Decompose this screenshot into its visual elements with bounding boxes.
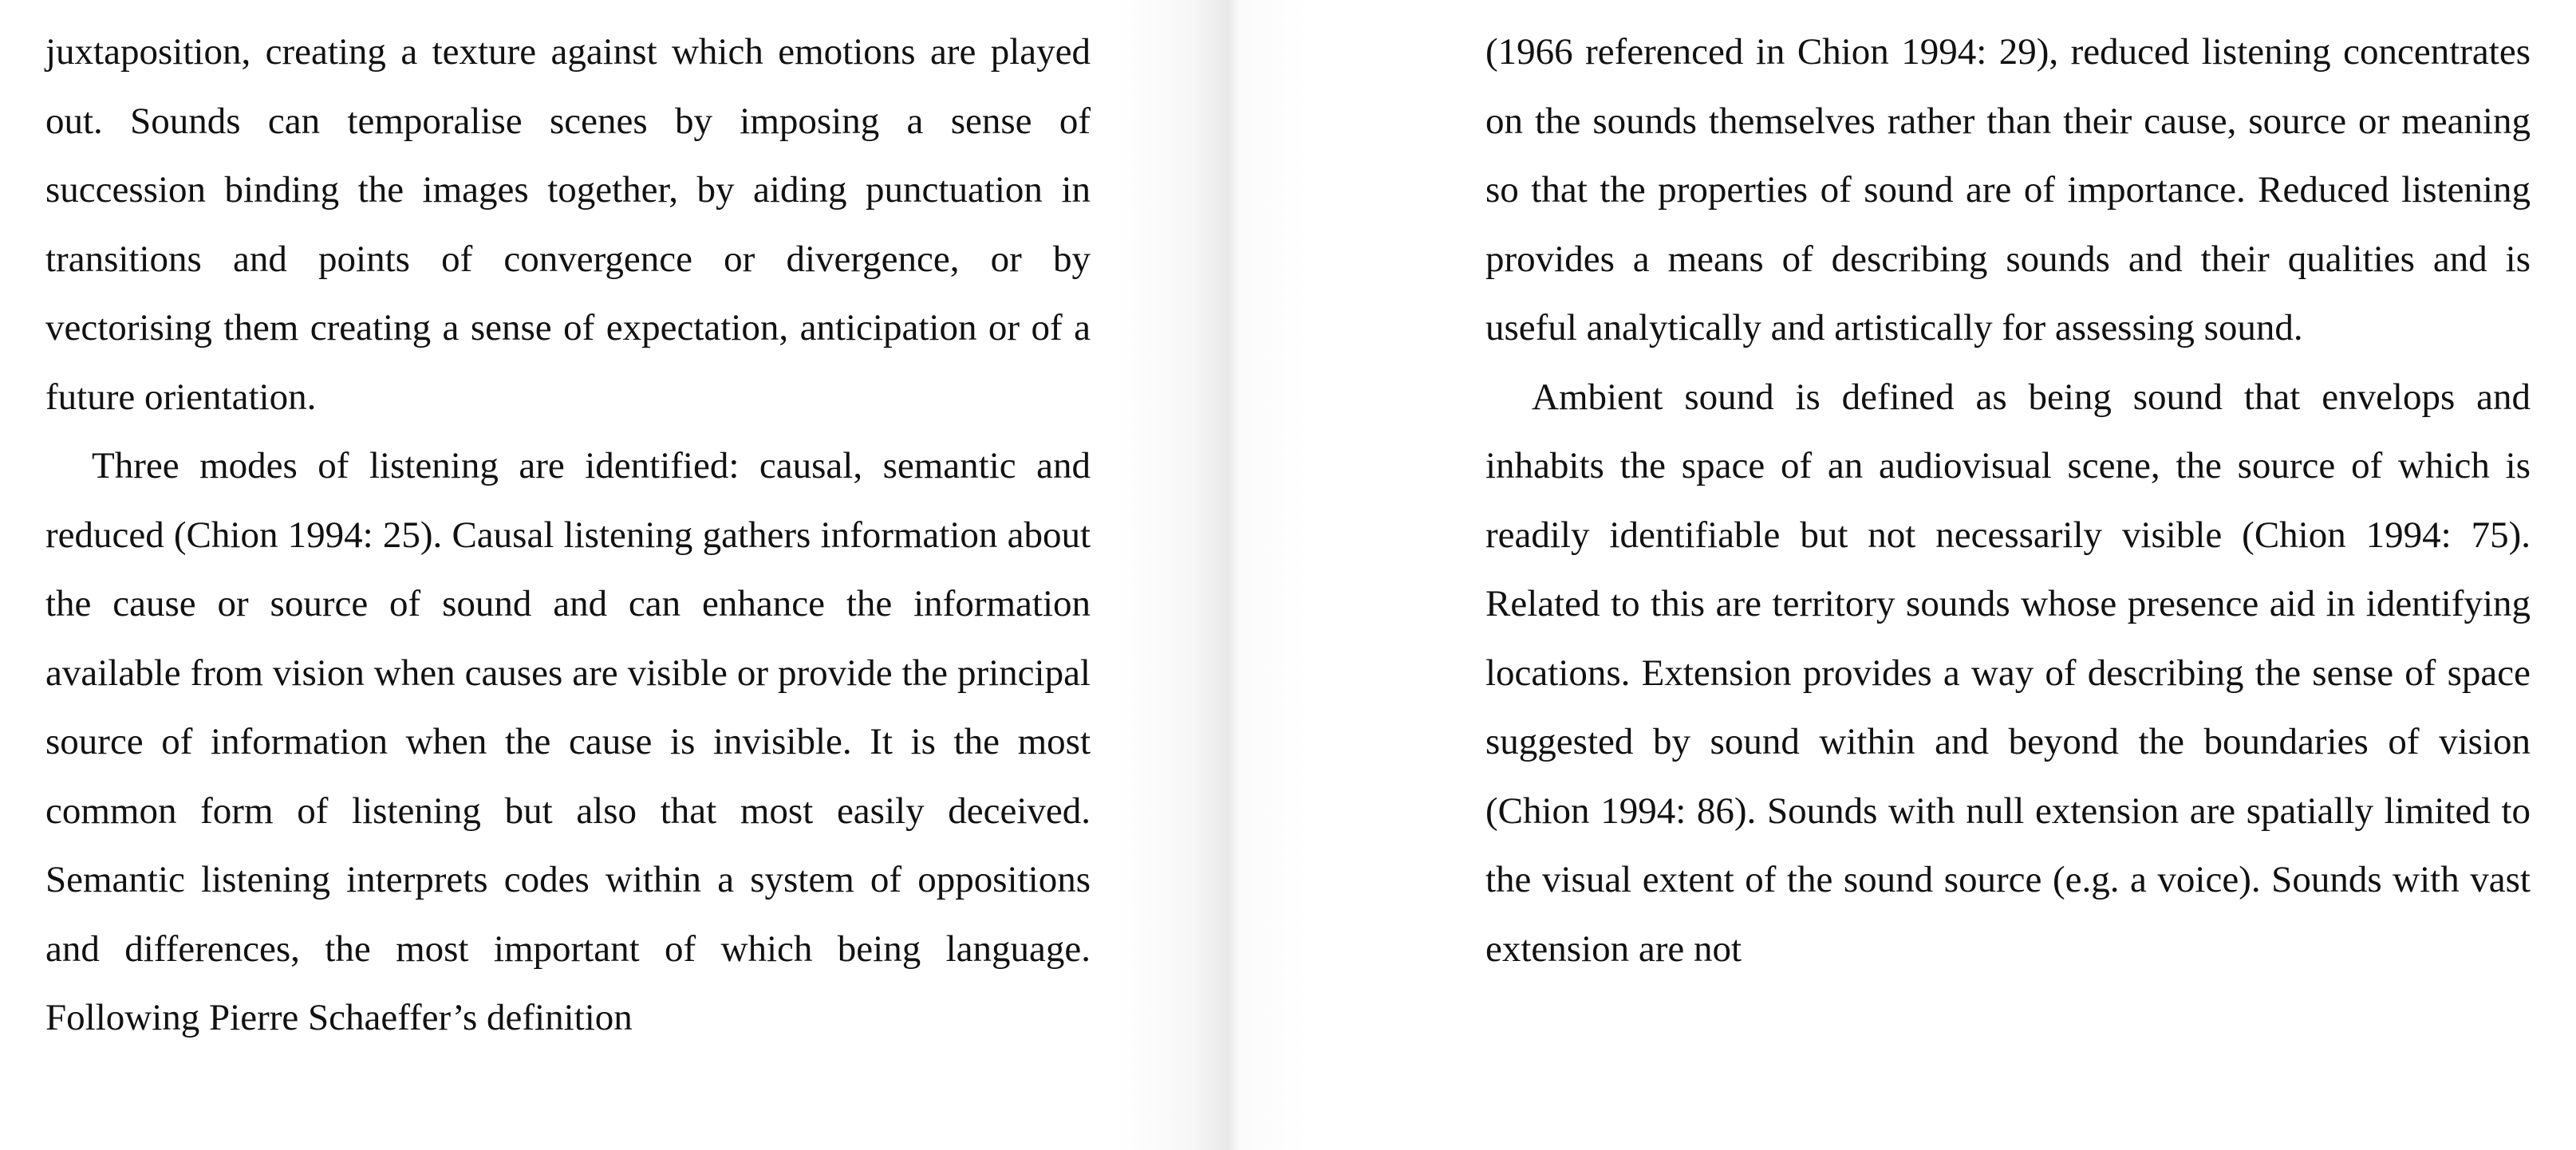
right-page-paragraph-2: Ambient sound is defined as being sound that envelops and inhabits the space of an audiovisual scene, the source of which is readily identifiable but not necessarily visible (Chion 1994: 75). Related to this are territory sounds whose presence aid in identifying locations. Extension provides a way of describing the sense of space suggested by sound within and beyond the boundaries of vision (Chion 1994: 86). Sounds with null extension are spatially limited to the visual extent of the sound source (e.g. a voice). Sounds with vast extension are not [1485,376,2531,970]
left-page-paragraph-1: juxtaposition, creating a texture against which emotions are played out. Sounds can temporalise scenes by imposing a sense of succession binding the images together, by aiding punctuation in transitions and points of convergence or divergence, or by vectorising them creating a sense of expectation, anticipation or of a future orientation. [45,31,1091,418]
left-page-paragraph-2: Three modes of listening are identified: causal, semantic and reduced (Chion 1994: 25). Causal listening gathers information about the cause or source of sound and can enhance the information available from vision when causes are visible or provide the principal source of information when the cause is invisible. It is the most common form of listening but also that most easily deceived. Semantic listening interprets codes within a system of oppositions and differences, the most important of which being language. Following Pierre Schaeffer’s definition [45,445,1091,1038]
book-gutter-shadow [1117,0,1308,1150]
left-page [45,18,1091,1053]
right-page [1485,18,2531,983]
right-page-paragraph-1: (1966 referenced in Chion 1994: 29), reduced listening concentrates on the sounds themselves rather than their cause, source or meaning so that the properties of sound are of importance. Reduced listening provides a means of describing sounds and their qualities and is useful analytically and artistically for assessing sound. [1485,31,2531,349]
